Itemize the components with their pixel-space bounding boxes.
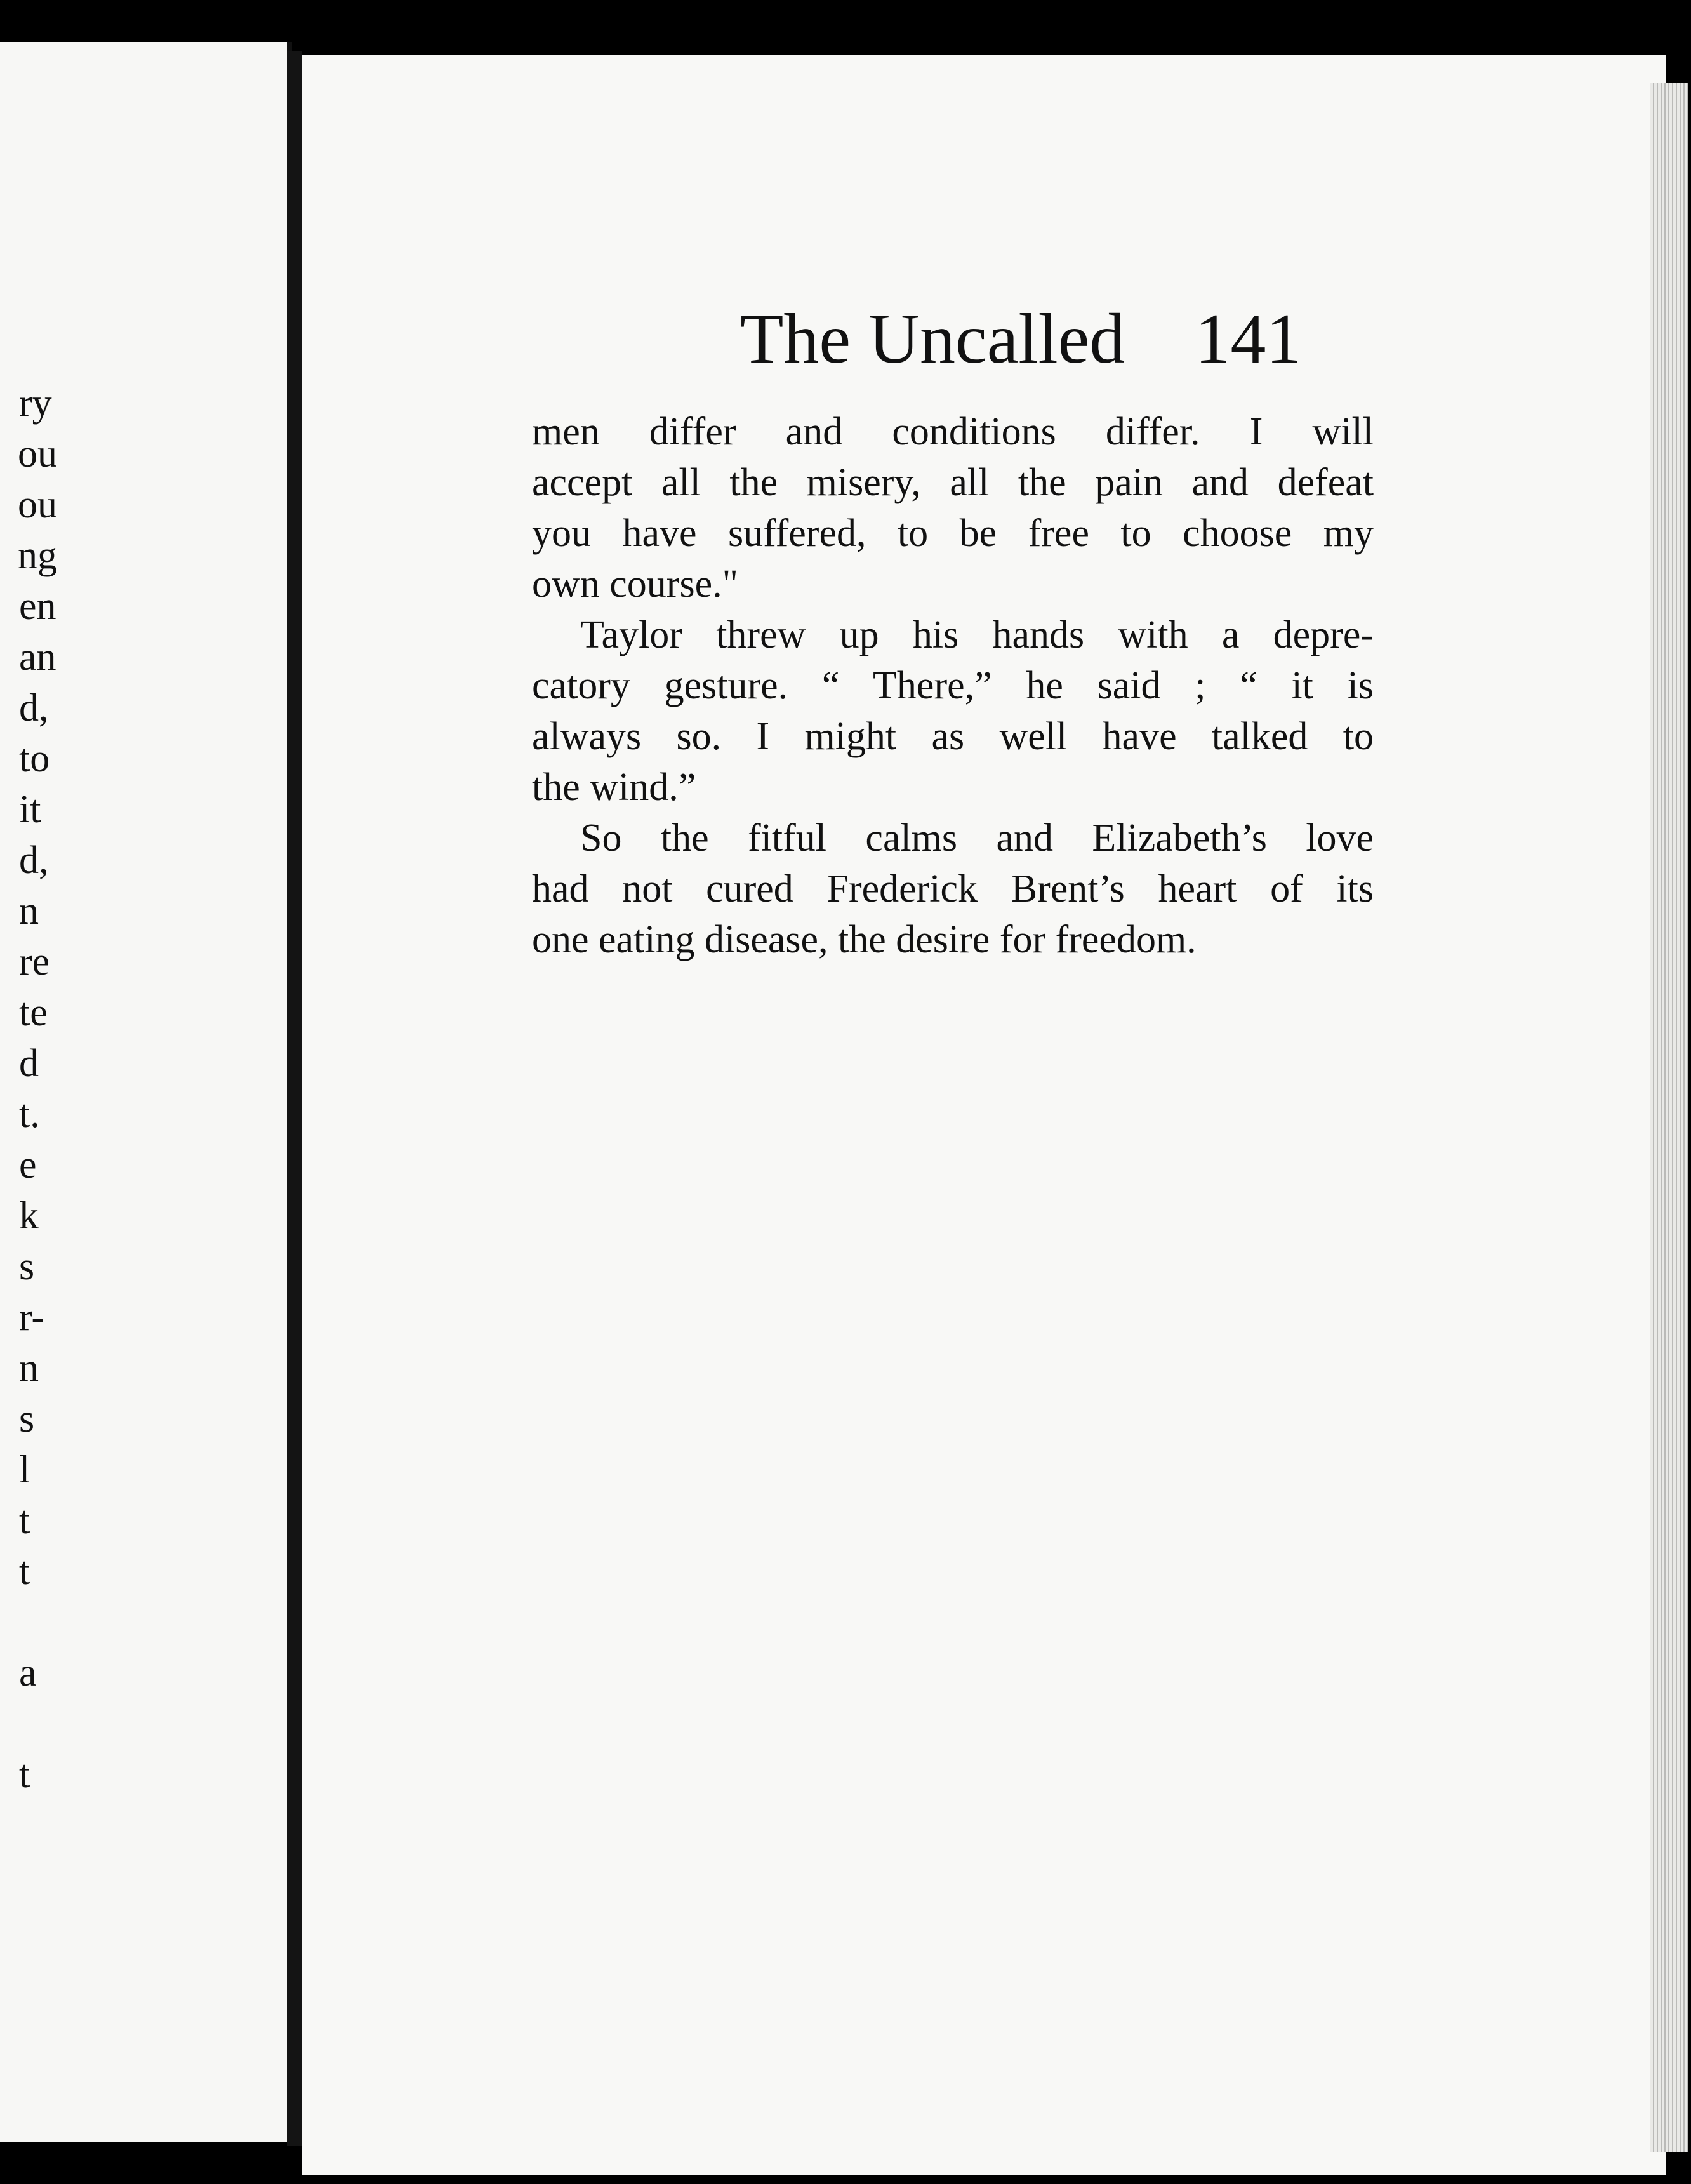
left-page-fragment: t [19, 1499, 30, 1542]
left-page-fragment: s [19, 1397, 35, 1441]
left-page-fragment: k [19, 1194, 39, 1237]
left-page-fragment: e [19, 1143, 37, 1187]
left-page-fragment: t. [19, 1093, 40, 1136]
running-head [740, 298, 1301, 380]
left-page-fragment: a [19, 1651, 37, 1695]
book-title: The Uncalled [740, 300, 1125, 378]
text-line: accept all the misery, all the pain and defeat [532, 461, 1374, 504]
left-page-fragment: en [19, 585, 56, 628]
paragraph [532, 609, 1374, 813]
left-page-fragment: l [19, 1448, 30, 1491]
left-page-fragment: to [19, 737, 50, 780]
text-line: catory gesture. “ There,” he said ; “ it is [532, 664, 1374, 707]
left-page-fragment: r- [19, 1296, 45, 1339]
left-page-fragment: t [19, 1753, 30, 1796]
left-page-fragment: t [19, 1550, 30, 1593]
left-page-fragment: d, [19, 839, 49, 882]
text-line: had not cured Frederick Brent’s heart of its [532, 867, 1374, 910]
text-line: Taylor threw up his hands with a depre- [580, 613, 1374, 656]
left-facing-page [0, 42, 292, 2142]
left-page-fragment: d [19, 1042, 39, 1085]
text-line: one eating disease, the desire for freedom. [532, 918, 1197, 961]
left-page-fragment: d, [19, 686, 49, 729]
left-page-fragment: n [19, 889, 39, 933]
text-line: you have suffered, to be free to choose my [532, 512, 1374, 555]
left-page-fragment: ry [19, 382, 52, 425]
paragraph [532, 813, 1374, 965]
body-text [532, 406, 1374, 965]
left-page-fragment: ou [18, 483, 57, 526]
text-line: always so. I might as well have talked to [532, 715, 1374, 758]
page-number: 141 [1195, 300, 1302, 378]
book-gutter [287, 51, 302, 2146]
text-line: men differ and conditions differ. I will [532, 410, 1374, 453]
left-page-fragment: n [19, 1347, 39, 1390]
text-line: own course." [532, 563, 738, 606]
left-page-text-fragments [0, 42, 287, 2142]
left-page-fragment: an [19, 636, 56, 679]
paragraph [532, 406, 1374, 609]
text-line: So the fitful calms and Elizabeth’s love [580, 816, 1374, 860]
page-edges [1650, 83, 1688, 2152]
text-line: the wind.” [532, 766, 696, 809]
left-page-fragment: ng [18, 534, 57, 577]
left-page-fragment: ou [18, 432, 57, 476]
left-page-fragment: te [19, 991, 48, 1034]
left-page-fragment: s [19, 1245, 35, 1288]
left-page-fragment: re [19, 940, 50, 983]
left-page-fragment: it [19, 788, 41, 831]
